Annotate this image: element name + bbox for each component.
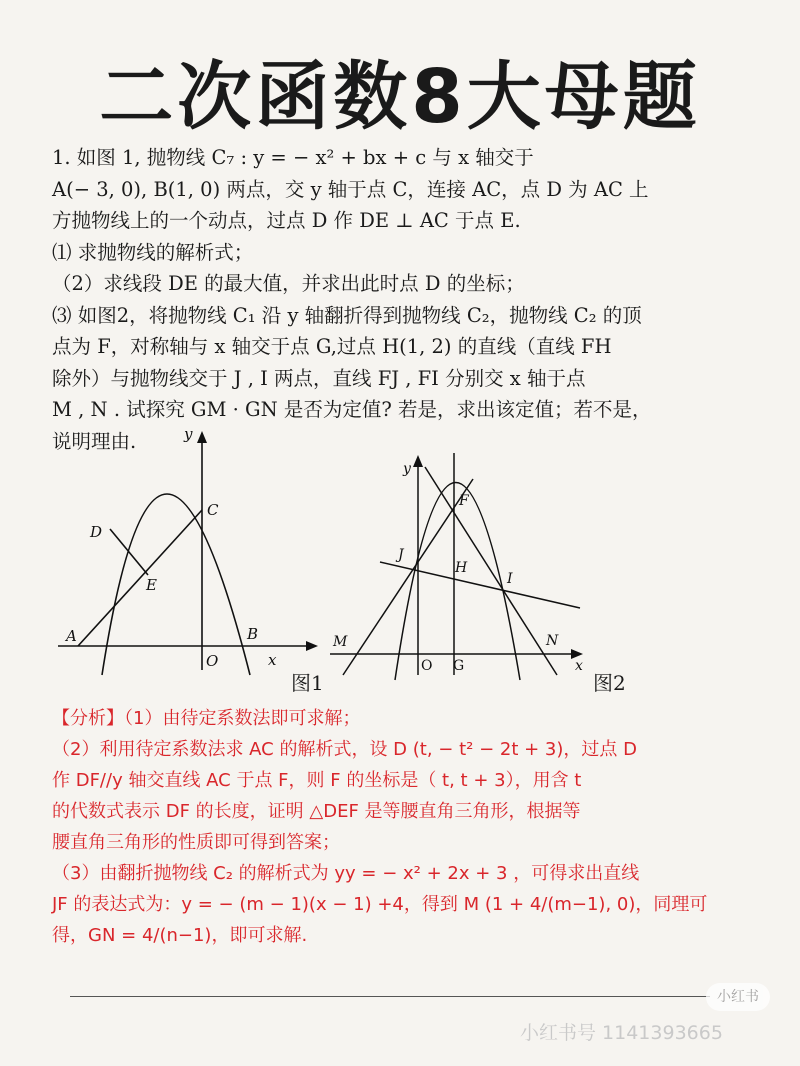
- analysis-line: 的代数式表示 DF 的长度，证明 △DEF 是等腰直角三角形，根据等: [52, 801, 581, 822]
- point-j-label: J: [398, 547, 404, 563]
- point-m-label: M: [333, 634, 348, 650]
- figure-1-caption: 图1: [291, 671, 324, 695]
- point-e-label: E: [146, 576, 157, 594]
- problem-line: （2）求线段 DE 的最大值，并求出此时点 D 的坐标；: [52, 272, 525, 295]
- point-g-label: G: [453, 658, 465, 674]
- problem-line: 除外）与抛物线交于 J , I 两点，直线 FJ , FI 分别交 x 轴于点: [52, 366, 586, 390]
- point-h-label: H: [455, 560, 468, 576]
- problem-line: 1. 如图 1, 抛物线 C₇ : y = − x² + bx + c 与 x 轴交于: [52, 146, 534, 169]
- parabola-c2: [395, 483, 520, 681]
- analysis-line: 得，GN = 4/(n−1)，即可求解.: [52, 925, 308, 946]
- y-axis-arrow: [197, 431, 207, 443]
- problem-line: 点为 F，对称轴与 x 轴交于点 G,过点 H(1, 2) 的直线（直线 FH: [52, 335, 612, 358]
- x-label: x: [268, 651, 277, 669]
- point-b-label: B: [247, 625, 259, 643]
- problem-line: M , N . 试探究 GM · GN 是否为定值? 若是，求出该定值；若不是，: [52, 398, 652, 421]
- xiaohongshu-logo: 小红书: [706, 983, 770, 1011]
- point-c-label: C: [207, 501, 219, 519]
- analysis-line: 腰直角三角形的性质即可得到答案；: [52, 832, 340, 853]
- analysis-line: （3）由翻折抛物线 C₂ 的解析式为 yy = − x² + 2x + 3 ，可得求出直线: [52, 863, 640, 884]
- page-title: 二次函数8大母题: [99, 54, 701, 140]
- point-i-label: I: [507, 571, 513, 587]
- analysis-line: （2）利用待定系数法求 AC 的解析式，设 D (t, − t² − 2t + 3)，过点 D: [52, 739, 637, 760]
- problem-line: ⑴ 求抛物线的解析式；: [52, 240, 254, 264]
- x-label: x: [575, 658, 583, 674]
- point-d-label: D: [90, 523, 103, 541]
- parabola-c1: [102, 494, 250, 675]
- problem-line: ⑶ 如图2，将抛物线 C₁ 沿 y 轴翻折得到抛物线 C₂，抛物线 C₂ 的顶: [52, 303, 642, 327]
- figure-2: [325, 445, 595, 685]
- line-fi: [425, 467, 557, 675]
- y-label: y: [184, 425, 193, 443]
- problem-line: 方抛物线上的一个动点，过点 D 作 DE ⊥ AC 于点 E.: [52, 209, 521, 232]
- analysis-line: JF 的表达式为：y = − (m − 1)(x − 1) +4，得到 M (1 + 4/(m−1), 0)，同理可: [52, 894, 708, 915]
- segment-de: [110, 529, 148, 575]
- analysis-line: 【分析】（1）由待定系数法即可求解；: [52, 708, 361, 729]
- x-axis-arrow: [306, 641, 318, 651]
- figure-1: [50, 425, 340, 705]
- origin-label: O: [206, 652, 219, 670]
- origin-label: O: [421, 658, 433, 674]
- watermark: 小红书号 1141393665: [520, 1022, 723, 1044]
- point-f-label: F: [459, 493, 469, 509]
- line-through-h: [380, 562, 580, 608]
- footer-divider: [70, 996, 710, 997]
- y-axis-arrow: [413, 455, 423, 467]
- point-n-label: N: [546, 633, 559, 649]
- y-label: y: [403, 461, 411, 477]
- analysis-text: [52, 703, 752, 951]
- problem-line: 说明理由.: [52, 429, 137, 453]
- problem-text: [52, 142, 752, 457]
- problem-line: A(− 3, 0), B(1, 0) 两点，交 y 轴于点 C，连接 AC，点 D 为 AC 上: [52, 177, 649, 201]
- figure-2-caption: 图2: [593, 671, 626, 695]
- point-a-label: A: [66, 627, 77, 645]
- analysis-line: 作 DF//y 轴交直线 AC 于点 F，则 F 的坐标是（ t, t + 3），用含 t: [52, 770, 582, 791]
